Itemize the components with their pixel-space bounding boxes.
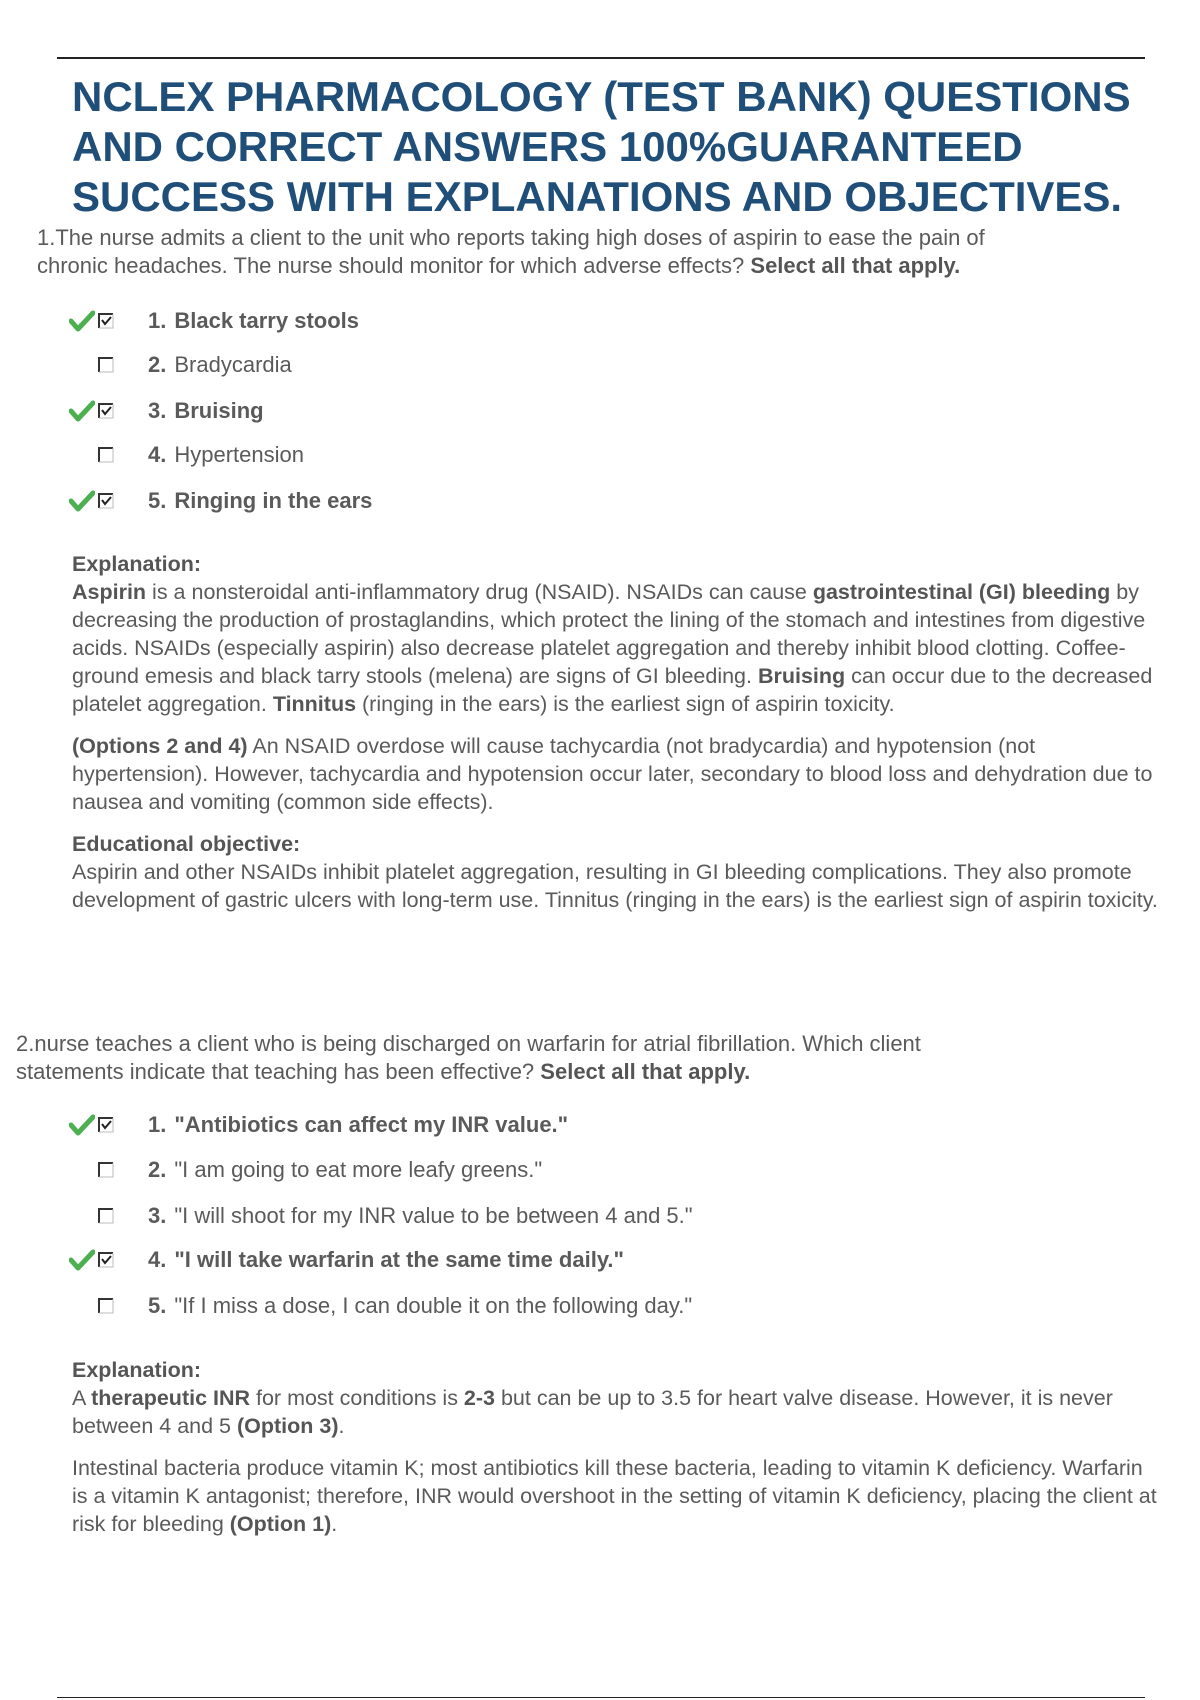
checkmark-placeholder xyxy=(68,442,96,468)
answer-option xyxy=(68,1201,693,1231)
text: A xyxy=(72,1386,92,1410)
option-text: Hypertension xyxy=(174,442,304,467)
title-line: NCLEX PHARMACOLOGY (TEST BANK) QUESTIONS xyxy=(72,73,1131,120)
option-number: 5. xyxy=(148,1293,167,1318)
unchecked-box-icon xyxy=(98,1208,114,1224)
text: can occur due to the decreased platelet aggregation. xyxy=(72,664,1153,716)
question-1-explanation xyxy=(72,550,1162,914)
answer-option xyxy=(68,306,359,336)
question-2-stem-line: 2.nurse teaches a client who is being discharged on warfarin for atrial fibrillation. Which client xyxy=(16,1031,921,1056)
option-text: "If I miss a dose, I can double it on the following day." xyxy=(174,1293,693,1318)
explanation-paragraph xyxy=(72,732,1162,816)
options-reference: (Options 2 and 4) xyxy=(72,734,248,758)
checkmark-icon xyxy=(68,398,96,424)
question-1-stem-line xyxy=(37,252,1157,280)
text: . xyxy=(331,1512,338,1536)
option-text: "Antibiotics can affect my INR value." xyxy=(174,1112,569,1137)
select-all-label: Select all that apply. xyxy=(750,253,961,278)
title-line: AND CORRECT ANSWERS 100%GUARANTEED xyxy=(72,123,1023,170)
option-number: 2. xyxy=(148,1157,167,1182)
option-text: Bradycardia xyxy=(174,352,292,377)
question-2-explanation xyxy=(72,1356,1162,1538)
question-2-stem-line xyxy=(16,1058,1136,1086)
checkmark-icon xyxy=(68,308,96,334)
text: but can be up to 3.5 for heart valve disease. However, it is never between 4 and 5 xyxy=(72,1386,1113,1438)
answer-option xyxy=(68,440,304,470)
explanation-paragraph xyxy=(72,1384,1162,1440)
page-title xyxy=(72,72,1152,222)
option-number: 1. xyxy=(148,1112,167,1137)
answer-option xyxy=(68,350,292,380)
text: . xyxy=(338,1414,345,1438)
option-text: "I am going to eat more leafy greens." xyxy=(174,1157,543,1182)
option-number: 5. xyxy=(148,488,167,513)
text: An NSAID overdose will cause tachycardia (not bradycardia) and hypotension (not hypertension). However, tachycardia and hypotension occur later, secondary to blood loss and dehydration due to nausea and vomiting (common side effects). xyxy=(72,734,1153,814)
option-number: 3. xyxy=(148,398,167,423)
checkmark-placeholder xyxy=(68,352,96,378)
checked-box-icon xyxy=(98,1117,114,1133)
text: Intestinal bacteria produce vitamin K; most antibiotics kill these bacteria, leading to vitamin K deficiency. Warfarin is a vitamin K antagonist; therefore, INR would overshoot in the setting of vitamin K deficiency, placing the client at risk for bleeding xyxy=(72,1456,1157,1536)
objective-text: Aspirin and other NSAIDs inhibit platelet aggregation, resulting in GI bleeding complications. They also promote development of gastric ulcers with long-term use. Tinnitus (ringing in the ears) is the earliest sign of aspirin toxicity. xyxy=(72,860,1158,912)
explanation-heading: Explanation: xyxy=(72,552,202,576)
checked-box-icon xyxy=(98,1252,114,1268)
option-number: 3. xyxy=(148,1203,167,1228)
explanation-paragraph xyxy=(72,1454,1162,1538)
option-text: "I will take warfarin at the same time daily." xyxy=(174,1247,624,1272)
answer-option xyxy=(68,486,372,516)
bottom-rule xyxy=(57,1697,1145,1698)
term-gi-bleeding: gastrointestinal (GI) bleeding xyxy=(812,580,1111,604)
question-2-stem xyxy=(16,1030,1136,1086)
objective-heading: Educational objective: xyxy=(72,832,301,856)
stem-text: chronic headaches. The nurse should monitor for which adverse effects? xyxy=(37,253,745,278)
answer-option xyxy=(68,1245,624,1275)
option-number: 4. xyxy=(148,442,167,467)
checkmark-placeholder xyxy=(68,1157,96,1183)
checked-box-icon xyxy=(98,403,114,419)
answer-option xyxy=(68,1155,542,1185)
term-inr-range: 2-3 xyxy=(463,1386,495,1410)
term-bruising: Bruising xyxy=(757,664,846,688)
option-number: 1. xyxy=(148,308,167,333)
text: (ringing in the ears) is the earliest sign of aspirin toxicity. xyxy=(356,692,895,716)
unchecked-box-icon xyxy=(98,1162,114,1178)
checked-box-icon xyxy=(98,493,114,509)
explanation-heading: Explanation: xyxy=(72,1358,202,1382)
unchecked-box-icon xyxy=(98,447,114,463)
answer-option xyxy=(68,1291,692,1321)
checked-box-icon xyxy=(98,313,114,329)
option-reference: (Option 3) xyxy=(236,1414,339,1438)
checkmark-icon xyxy=(68,488,96,514)
answer-option xyxy=(68,1110,568,1140)
term-tinnitus: Tinnitus xyxy=(272,692,357,716)
option-text: Bruising xyxy=(174,398,264,423)
checkmark-placeholder xyxy=(68,1203,96,1229)
option-reference: (Option 1) xyxy=(229,1512,332,1536)
text: for most conditions is xyxy=(250,1386,464,1410)
checkmark-icon xyxy=(68,1247,96,1273)
explanation-paragraph xyxy=(72,578,1162,718)
option-text: Ringing in the ears xyxy=(174,488,373,513)
question-1-stem-line: 1.The nurse admits a client to the unit who reports taking high doses of aspirin to ease the pain of xyxy=(37,225,985,250)
term-therapeutic-inr: therapeutic INR xyxy=(91,1386,251,1410)
unchecked-box-icon xyxy=(98,1298,114,1314)
checkmark-placeholder xyxy=(68,1293,96,1319)
title-line: SUCCESS WITH EXPLANATIONS AND OBJECTIVES. xyxy=(72,173,1123,220)
stem-text: statements indicate that teaching has been effective? xyxy=(16,1059,535,1084)
option-number: 2. xyxy=(148,352,167,377)
select-all-label: Select all that apply. xyxy=(540,1059,751,1084)
option-number: 4. xyxy=(148,1247,167,1272)
checkmark-icon xyxy=(68,1112,96,1138)
answer-option xyxy=(68,396,264,426)
option-text: "I will shoot for my INR value to be between 4 and 5." xyxy=(174,1203,693,1228)
question-1-stem xyxy=(37,224,1157,280)
option-text: Black tarry stools xyxy=(174,308,359,333)
unchecked-box-icon xyxy=(98,357,114,373)
text: is a nonsteroidal anti-inflammatory drug (NSAID). NSAIDs can cause xyxy=(146,580,813,604)
term-aspirin: Aspirin xyxy=(72,580,147,604)
text: by decreasing the production of prostaglandins, which protect the lining of the stomach and intestines from digestive acids. NSAIDs (especially aspirin) also decrease platelet aggregation and thereby inhibit blood clotting. Coffee-ground emesis and black tarry stools (melena) are signs of GI bleeding. xyxy=(72,580,1146,688)
top-rule xyxy=(57,57,1145,59)
